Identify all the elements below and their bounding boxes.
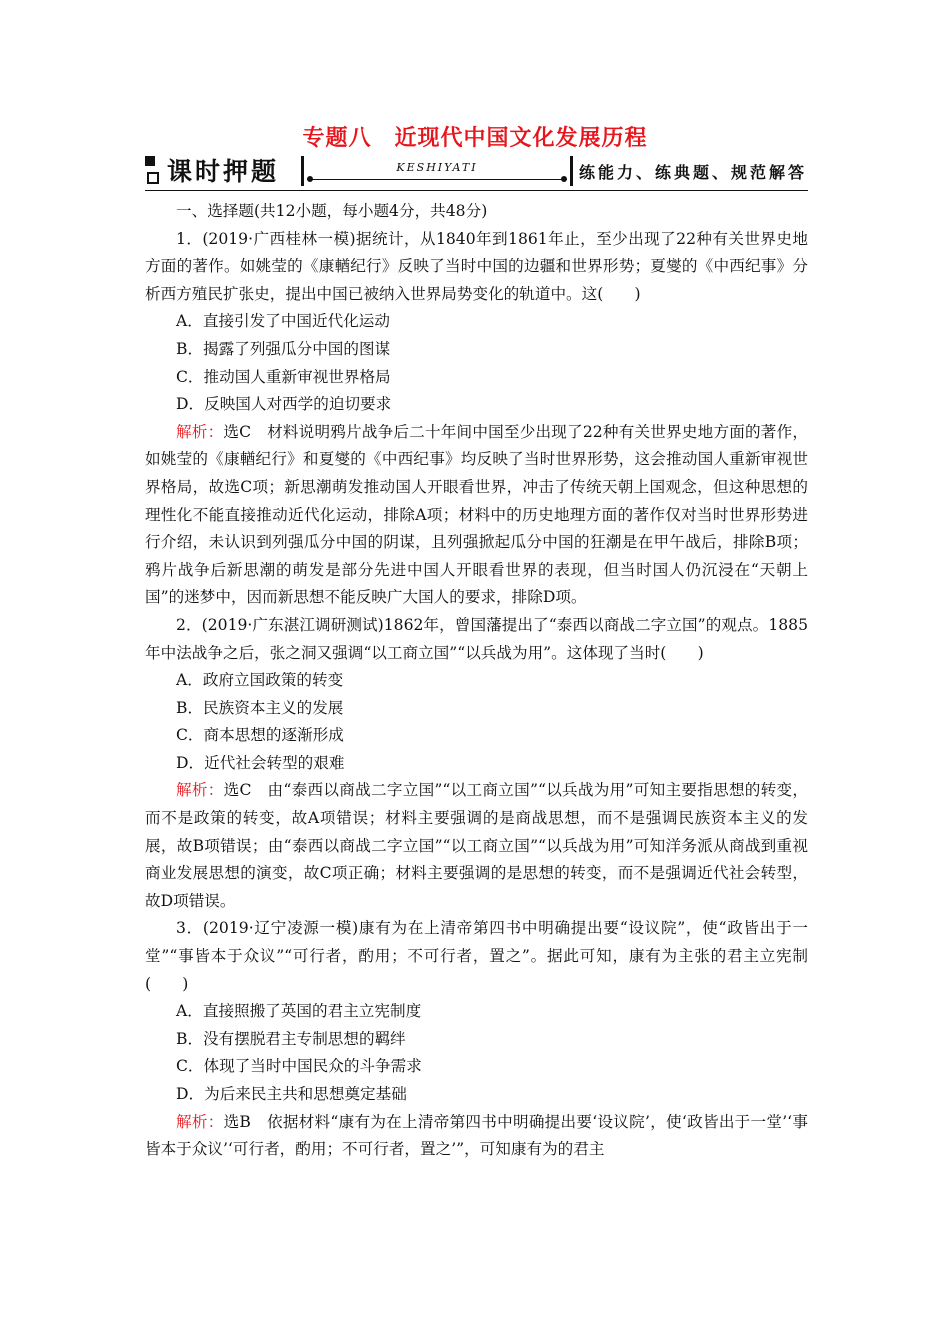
analysis-text: 选C 材料说明鸦片战争后二十年间中国至少出现了22种有关世界史地方面的著作，如姚莹的《康輶纪行》和夏燮的《中西纪事》均反映了当时世界形势，这会推动国人重新审视世界格局，故选C项；新思潮萌发推动国人开眼看世界，冲击了传统天朝上国观念，但这种思想的理性化不能直接推动近代化运动，排除A项；材料中的历史地理方面的著作仅对当时世界形势进行介绍，未认识到列强瓜分中国的阴谋，且列强掀起瓜分中国的狂潮是在甲午战后，排除B项；鸦片战争后新思潮的萌发是部分先进中国人开眼看世界的表现，但当时国人仍沉浸在“天朝上国”的迷梦中，因而新思想不能反映广大国人的要求，排除D项。 <box>145 422 808 607</box>
option-a: A．直接引发了中国近代化运动 <box>176 312 390 331</box>
banner-divider <box>570 156 573 186</box>
banner-label: 课时押题 <box>167 157 280 186</box>
option-c: C．体现了当时中国民众的斗争需求 <box>176 1057 422 1076</box>
option-c: C．推动国人重新审视世界格局 <box>176 367 391 386</box>
analysis <box>145 777 808 915</box>
option-b: B．没有摆脱君主专制思想的羁绊 <box>176 1029 406 1048</box>
banner-slogan: 练能力、练典题、规范解答 <box>579 163 808 182</box>
analysis <box>145 419 808 612</box>
section-banner <box>145 152 808 192</box>
banner-rule <box>307 179 567 180</box>
page-title: 专题八 近现代中国文化发展历程 <box>302 126 648 151</box>
section-header: 一、选择题(共12小题，每小题4分，共48分) <box>176 202 488 220</box>
question-stem: 3．(2019·辽宁凌源一模)康有为在上清帝第四书中明确提出要“设议院”，使“政皆出于一堂”“事皆本于众议”“可行者，酌用；不可行者，置之”。据此可知，康有为主张的君主立宪制( ) <box>145 919 808 993</box>
option-d: D．为后来民主共和思想奠定基础 <box>176 1085 407 1103</box>
analysis-text: 选B 依据材料“康有为在上清帝第四书中明确提出要‘设议院’，使‘政皆出于一堂’‘事皆本于众议’‘可行者，酌用；不可行者，置之’”，可知康有为的君主 <box>145 1112 808 1159</box>
option-b: B．揭露了列强瓜分中国的图谋 <box>176 339 391 358</box>
question-stem: 2．(2019·广东湛江调研测试)1862年，曾国藩提出了“泰西以商战二字立国”的观点。1885年中法战争之后，张之洞又强调“以工商立国”“以兵战为用”。这体现了当时( ) <box>145 615 808 662</box>
analysis-label: 解析： <box>176 781 224 800</box>
analysis-label: 解析： <box>176 1112 224 1131</box>
banner-dot-icon <box>561 176 567 182</box>
option-b: B．民族资本主义的发展 <box>176 698 344 717</box>
analysis <box>145 1109 808 1164</box>
banner-pinyin: KESHIYATI <box>396 161 478 174</box>
banner-divider <box>301 156 304 186</box>
analysis-label: 解析： <box>176 422 224 441</box>
option-c: C．商本思想的逐渐形成 <box>176 726 344 745</box>
option-a: A．政府立国政策的转变 <box>176 671 344 690</box>
option-d: D．反映国人对西学的迫切要求 <box>176 395 392 414</box>
banner-dot-icon <box>307 176 313 182</box>
question-stem: 1．(2019·广西桂林一模)据统计，从1840年到1861年止，至少出现了22种有关世界史地方面的著作。如姚莹的《康輶纪行》反映了当时中国的边疆和世界形势；夏燮的《中西纪事》分析西方殖民扩张史，提出中国已被纳入世界局势变化的轨道中。这( ) <box>145 229 808 303</box>
analysis-text: 选C 由“泰西以商战二字立国”“以工商立国”“以兵战为用”可知主要指思想的转变，而不是政策的转变，故A项错误；材料主要强调的是商战思想，而不是强调民族资本主义的发展，故B项错误；由“泰西以商战二字立国”“以工商立国”“以兵战为用”可知洋务派从商战到重视商业发展思想的演变，故C项正确；材料主要强调的是思想的转变，而不是强调近代社会转型，故D项错误。 <box>145 781 808 910</box>
banner-square-icon <box>145 156 159 186</box>
option-a: A．直接照搬了英国的君主立宪制度 <box>176 1002 422 1021</box>
document-body <box>145 198 808 1164</box>
banner-baseline <box>145 190 808 191</box>
option-d: D．近代社会转型的艰难 <box>176 753 345 772</box>
